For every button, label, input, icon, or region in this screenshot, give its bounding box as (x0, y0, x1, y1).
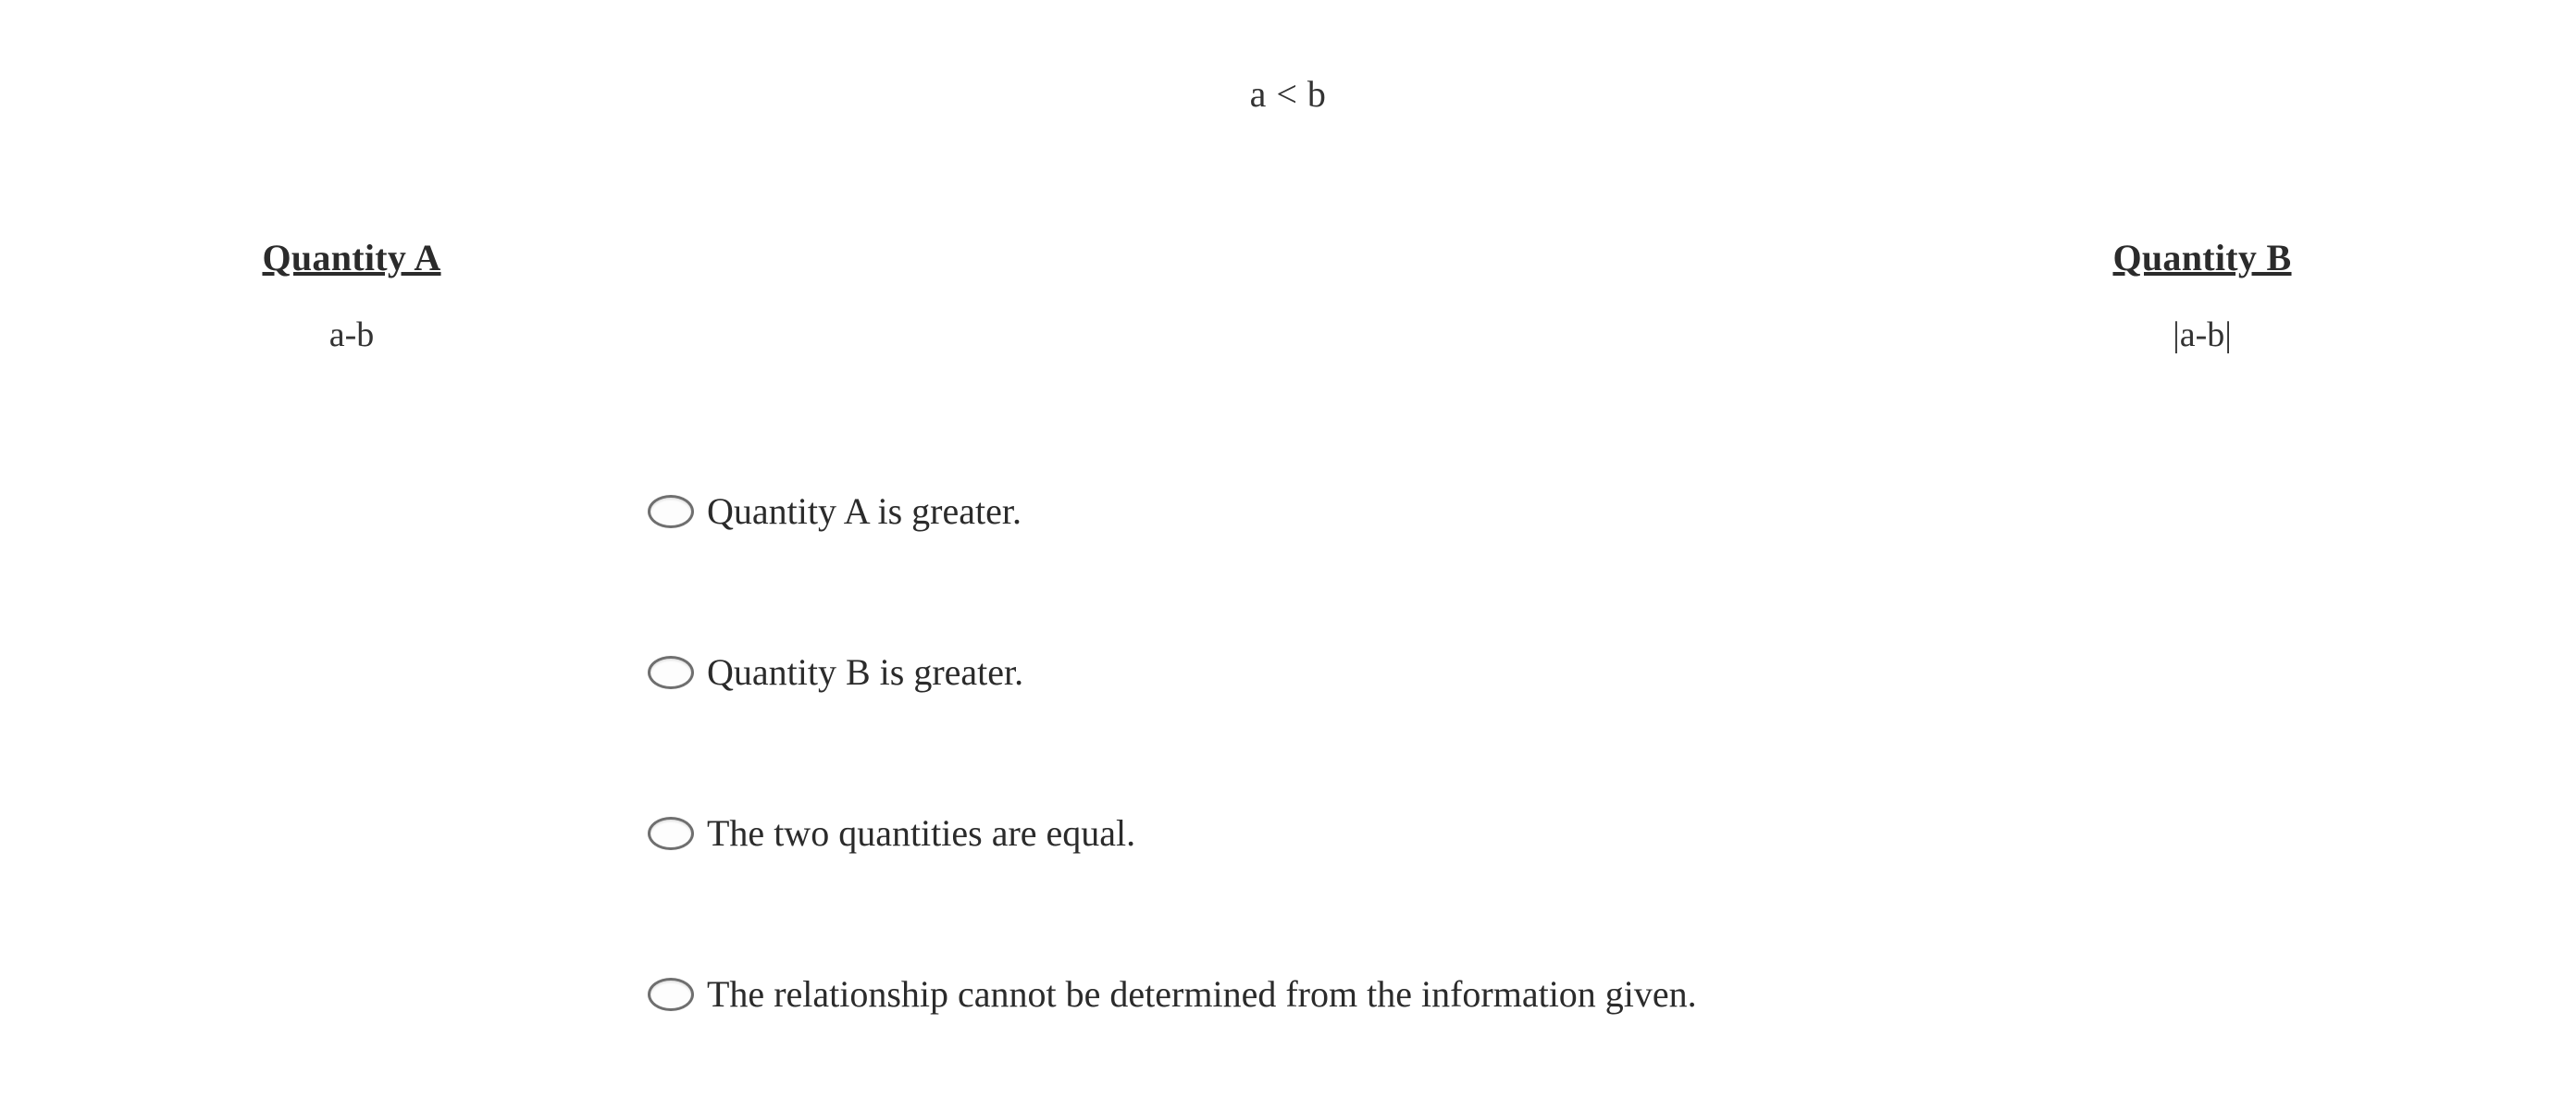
quantity-b-value: |a-b| (2173, 315, 2232, 354)
answer-option-2-label: Quantity B is greater. (707, 651, 1024, 693)
answer-option-1[interactable] (648, 467, 2498, 556)
radio-button-icon[interactable] (648, 495, 694, 528)
given-condition: a < b (1249, 73, 1327, 115)
answer-option-1-label: Quantity A is greater. (707, 490, 1022, 532)
radio-button-icon[interactable] (648, 978, 694, 1011)
radio-button-icon[interactable] (648, 817, 694, 850)
answer-option-2[interactable] (648, 628, 2498, 717)
quantity-comparison-row (0, 236, 2576, 421)
answer-option-4[interactable] (648, 950, 2498, 1039)
quantity-b-heading: Quantity B (2112, 237, 2292, 278)
quantity-a-value: a-b (328, 315, 375, 354)
radio-button-icon[interactable] (648, 656, 694, 689)
answer-options-list (648, 467, 2498, 1111)
answer-option-4-label: The relationship cannot be determined from the information given. (707, 973, 1697, 1015)
quantity-a-heading: Quantity A (262, 237, 441, 278)
answer-option-3[interactable] (648, 789, 2498, 878)
quantity-b-column (1878, 236, 2526, 355)
quantity-a-column (28, 236, 675, 355)
answer-option-3-label: The two quantities are equal. (707, 812, 1136, 854)
